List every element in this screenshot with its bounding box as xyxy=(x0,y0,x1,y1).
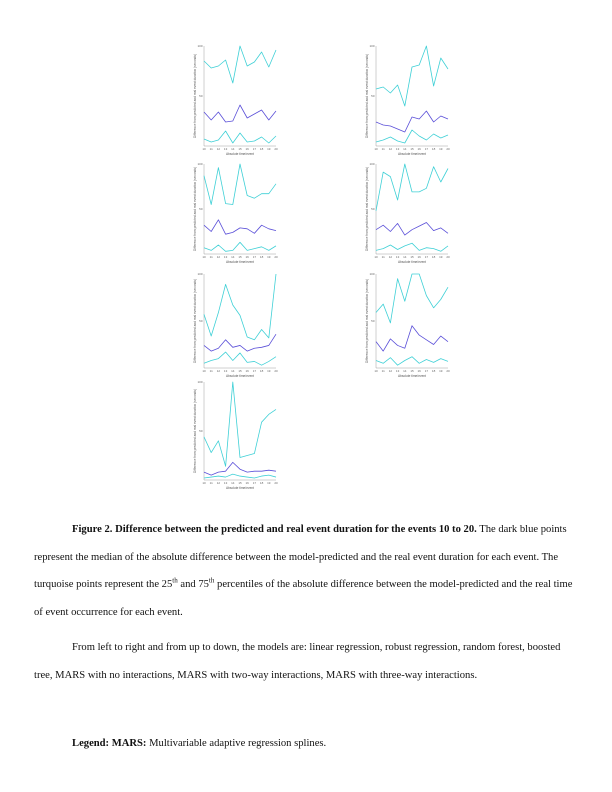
x-axis-label: Absolute time/event xyxy=(398,374,426,378)
x-tick-label: 18 xyxy=(259,369,264,373)
series-line-25th-percentile xyxy=(204,242,276,251)
x-tick-label: 19 xyxy=(439,255,443,259)
x-tick-label: 13 xyxy=(223,369,228,373)
x-tick-label: 17 xyxy=(252,369,257,373)
x-tick-label: 12 xyxy=(388,369,393,373)
x-tick-label: 13 xyxy=(223,481,228,485)
x-tick-label: 16 xyxy=(417,255,421,259)
series-line-25th-percentile xyxy=(376,130,448,143)
x-tick-label: 11 xyxy=(209,481,213,485)
y-tick-label: 100 xyxy=(197,162,203,166)
legend xyxy=(72,734,326,754)
x-tick-label: 18 xyxy=(431,147,436,151)
x-tick-label: 14 xyxy=(403,255,407,259)
x-tick-label: 11 xyxy=(381,369,385,373)
chart-panel-robust-regression xyxy=(362,42,452,160)
y-axis-label: Difference from predicted and real event duration (seconds) xyxy=(365,278,369,364)
x-tick-label: 14 xyxy=(231,369,235,373)
x-tick-label: 17 xyxy=(424,255,429,259)
series-line-75th-percentile xyxy=(376,274,448,323)
y-axis-label: Difference from predicted and real event duration (seconds) xyxy=(365,166,369,252)
legend-label: Legend: MARS: xyxy=(72,738,147,749)
x-tick-label: 12 xyxy=(388,147,393,151)
series-line-median xyxy=(204,334,276,351)
x-tick-label: 10 xyxy=(202,255,206,259)
x-tick-label: 13 xyxy=(223,255,228,259)
chart-svg xyxy=(190,378,280,494)
x-tick-label: 11 xyxy=(381,147,385,151)
chart-panel-boosted-tree xyxy=(362,160,452,268)
x-axis-label: Absolute time/event xyxy=(226,152,254,156)
superscript-th: th xyxy=(172,576,178,585)
figure-label: Figure 2. xyxy=(72,524,113,535)
chart-panel-mars-two-way xyxy=(362,270,452,382)
chart-panel-random-forest xyxy=(190,160,280,268)
y-tick-label: 100 xyxy=(197,44,203,48)
x-tick-label: 15 xyxy=(410,255,414,259)
x-tick-label: 20 xyxy=(274,255,278,259)
x-tick-label: 10 xyxy=(202,481,206,485)
legend-text: Multivariable adaptive regression splines. xyxy=(146,738,327,749)
x-tick-label: 18 xyxy=(259,255,264,259)
x-tick-label: 15 xyxy=(410,369,414,373)
series-line-75th-percentile xyxy=(204,274,276,340)
x-tick-label: 12 xyxy=(216,147,221,151)
series-line-25th-percentile xyxy=(204,352,276,365)
x-tick-label: 16 xyxy=(245,369,249,373)
figure-caption xyxy=(34,516,579,689)
x-tick-label: 15 xyxy=(238,147,242,151)
series-line-median xyxy=(204,220,276,234)
x-tick-label: 19 xyxy=(267,369,271,373)
x-tick-label: 11 xyxy=(209,255,213,259)
x-tick-label: 12 xyxy=(216,369,221,373)
series-line-75th-percentile xyxy=(204,46,276,83)
x-tick-label: 13 xyxy=(223,147,228,151)
x-tick-label: 13 xyxy=(395,369,400,373)
y-tick-label: 100 xyxy=(369,272,375,276)
series-line-75th-percentile xyxy=(376,164,448,211)
chart-panel-mars-no-interactions xyxy=(190,270,280,382)
x-tick-label: 13 xyxy=(395,255,400,259)
x-tick-label: 15 xyxy=(238,369,242,373)
x-tick-label: 20 xyxy=(446,369,450,373)
chart-svg xyxy=(362,270,452,382)
x-tick-label: 13 xyxy=(395,147,400,151)
x-tick-label: 20 xyxy=(274,147,278,151)
x-tick-label: 15 xyxy=(238,255,242,259)
x-tick-label: 15 xyxy=(410,147,414,151)
x-tick-label: 19 xyxy=(439,147,443,151)
series-line-75th-percentile xyxy=(376,46,448,106)
series-line-median xyxy=(204,105,276,122)
x-tick-label: 18 xyxy=(259,147,264,151)
y-axis-label: Difference from predicted and real event duration (seconds) xyxy=(365,53,369,139)
chart-svg xyxy=(190,42,280,160)
x-tick-label: 14 xyxy=(231,147,235,151)
x-tick-label: 14 xyxy=(403,147,407,151)
x-tick-label: 17 xyxy=(252,255,257,259)
x-tick-label: 10 xyxy=(202,147,206,151)
x-tick-label: 11 xyxy=(381,255,385,259)
x-tick-label: 18 xyxy=(431,255,436,259)
x-tick-label: 17 xyxy=(252,147,257,151)
x-axis-label: Absolute time/event xyxy=(226,374,254,378)
series-line-75th-percentile xyxy=(204,382,276,466)
caption-end: percentiles of the absolute difference between the model-predicted and the real time of event occurrence for each event. xyxy=(34,579,573,618)
x-tick-label: 16 xyxy=(245,481,249,485)
superscript-th: th xyxy=(208,576,215,585)
series-line-25th-percentile xyxy=(204,131,276,143)
x-axis-label: Absolute time/event xyxy=(226,260,254,264)
x-tick-label: 18 xyxy=(431,369,436,373)
series-line-median xyxy=(204,462,276,475)
x-tick-label: 19 xyxy=(267,481,271,485)
y-axis-label: Difference from predicted and real event duration (seconds) xyxy=(193,388,197,474)
y-tick-label: 50 xyxy=(199,94,203,98)
caption-lead: The dark blue points represent the median of the absolute difference between the model-predicted and the real event duration for each event. The turquoise points represent the 25 xyxy=(34,524,567,590)
x-tick-label: 17 xyxy=(424,147,429,151)
y-tick-label: 50 xyxy=(199,319,203,323)
models-note: From left to right and from up to down, the models are: linear regression, robust regression, random forest, boosted tree, MARS with no interactions, MARS with two-way interactions, MARS with three-way interactions. xyxy=(34,642,561,681)
y-axis-label: Difference from predicted and real event duration (seconds) xyxy=(193,166,197,252)
x-tick-label: 12 xyxy=(216,255,221,259)
series-line-75th-percentile xyxy=(204,164,276,205)
x-tick-label: 12 xyxy=(388,255,393,259)
y-tick-label: 50 xyxy=(371,207,375,211)
series-line-median xyxy=(376,223,448,236)
x-tick-label: 11 xyxy=(209,147,213,151)
chart-svg xyxy=(190,270,280,382)
series-line-25th-percentile xyxy=(204,474,276,478)
x-tick-label: 16 xyxy=(245,255,249,259)
chart-svg xyxy=(362,42,452,160)
x-tick-label: 19 xyxy=(267,147,271,151)
x-tick-label: 10 xyxy=(374,255,378,259)
series-line-25th-percentile xyxy=(376,243,448,251)
y-tick-label: 100 xyxy=(369,162,375,166)
series-line-25th-percentile xyxy=(376,357,448,365)
x-tick-label: 16 xyxy=(417,369,421,373)
x-tick-label: 20 xyxy=(446,255,450,259)
x-tick-label: 15 xyxy=(238,481,242,485)
y-axis-label: Difference from predicted and real event duration (seconds) xyxy=(193,278,197,364)
x-tick-label: 14 xyxy=(231,481,235,485)
x-tick-label: 10 xyxy=(374,369,378,373)
x-tick-label: 10 xyxy=(374,147,378,151)
x-tick-label: 10 xyxy=(202,369,206,373)
y-tick-label: 100 xyxy=(197,380,203,384)
caption-mid: and 75 xyxy=(177,579,209,590)
chart-panel-mars-three-way xyxy=(190,378,280,494)
x-tick-label: 12 xyxy=(216,481,221,485)
x-tick-label: 20 xyxy=(274,369,278,373)
y-tick-label: 100 xyxy=(369,44,375,48)
series-line-median xyxy=(376,111,448,132)
y-tick-label: 50 xyxy=(371,319,375,323)
x-tick-label: 14 xyxy=(403,369,407,373)
x-tick-label: 16 xyxy=(417,147,421,151)
x-tick-label: 16 xyxy=(245,147,249,151)
x-tick-label: 19 xyxy=(439,369,443,373)
y-tick-label: 100 xyxy=(197,272,203,276)
x-tick-label: 19 xyxy=(267,255,271,259)
x-tick-label: 17 xyxy=(252,481,257,485)
x-tick-label: 18 xyxy=(259,481,264,485)
figure-title: Difference between the predicted and real event duration for the events 10 to 20. xyxy=(115,524,477,535)
x-tick-label: 20 xyxy=(274,481,278,485)
x-tick-label: 14 xyxy=(231,255,235,259)
x-tick-label: 11 xyxy=(209,369,213,373)
x-tick-label: 17 xyxy=(424,369,429,373)
y-axis-label: Difference from predicted and real event duration (seconds) xyxy=(193,53,197,139)
x-tick-label: 20 xyxy=(446,147,450,151)
y-tick-label: 50 xyxy=(199,207,203,211)
x-axis-label: Absolute time/event xyxy=(226,486,254,490)
x-axis-label: Absolute time/event xyxy=(398,260,426,264)
y-tick-label: 50 xyxy=(199,429,203,433)
chart-svg xyxy=(190,160,280,268)
y-tick-label: 50 xyxy=(371,94,375,98)
chart-panel-linear-regression xyxy=(190,42,280,160)
chart-svg xyxy=(362,160,452,268)
series-line-median xyxy=(376,326,448,351)
x-axis-label: Absolute time/event xyxy=(398,152,426,156)
